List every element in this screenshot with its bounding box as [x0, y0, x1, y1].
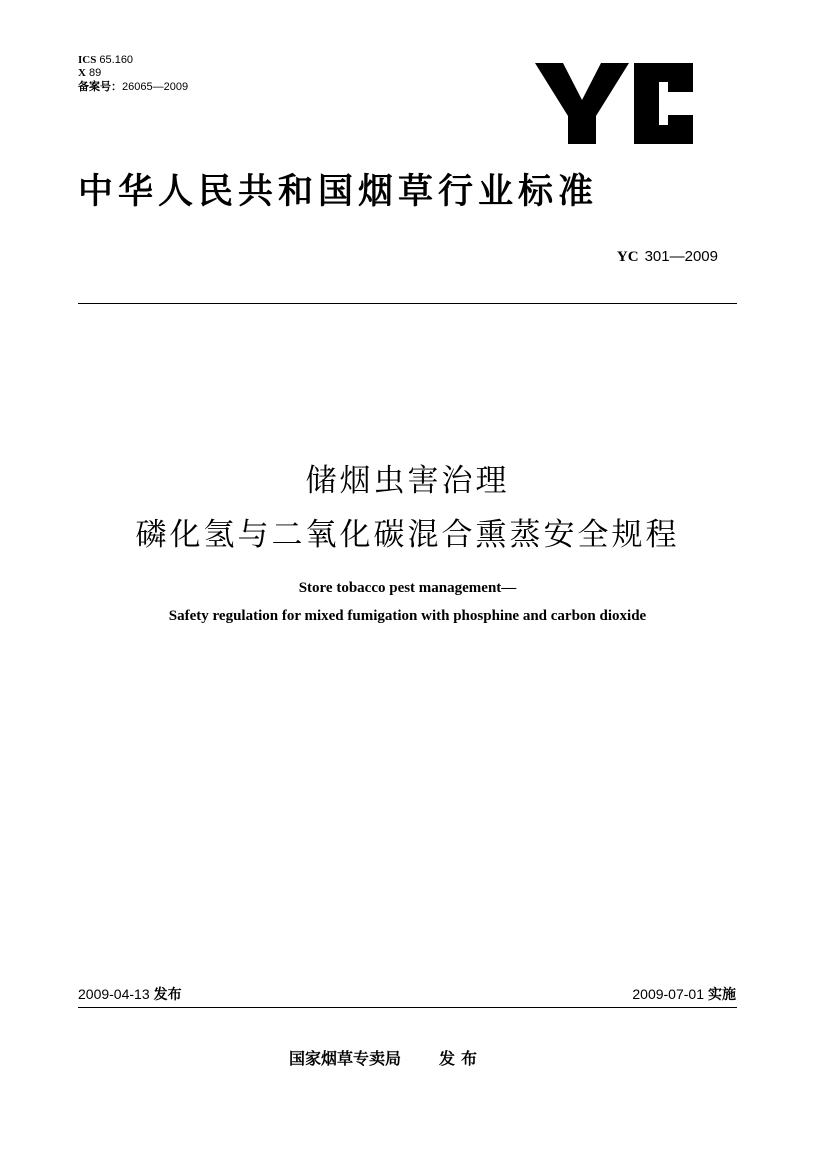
title-cn-line1: 储烟虫害治理 [305, 463, 510, 499]
issuer-action: 发布 [439, 1049, 484, 1068]
record-row [78, 80, 188, 94]
ics-row [78, 54, 188, 67]
issue-date [78, 984, 182, 1004]
title-en-line2: Safety regulation for mixed fumigation with phosphine and carbon dioxide [168, 608, 647, 624]
issuer-name: 国家烟草专卖局 [289, 1049, 402, 1068]
ics-value: 65.160 [99, 54, 134, 66]
standard-number-value: 301—2009 [644, 248, 718, 265]
implement-date [632, 984, 736, 1004]
yc-logo [530, 58, 700, 148]
implement-date-value: 2009-07-01 [632, 986, 704, 1002]
ics-label: ICS [78, 54, 97, 66]
issuer [289, 1046, 483, 1069]
issue-word: 发布 [153, 987, 182, 1003]
record-label: 备案号： [78, 80, 122, 93]
implement-word: 实施 [708, 987, 736, 1003]
standard-prefix: YC [616, 249, 639, 265]
header-divider [78, 303, 737, 304]
class-label: X [78, 67, 86, 79]
footer-divider [78, 1007, 737, 1008]
standard-number [617, 247, 718, 266]
title-cn-line2: 磷化氢与二氧化碳混合熏蒸安全规程 [135, 517, 680, 553]
title-en-line1: Store tobacco pest management— [298, 580, 517, 596]
record-value: 26065—2009 [122, 81, 189, 93]
classification-block [78, 54, 188, 94]
issue-date-value: 2009-04-13 [78, 986, 150, 1002]
organization-title: 中华人民共和国烟草行业标准 [78, 172, 599, 212]
class-value: 89 [89, 67, 102, 79]
class-row [78, 67, 188, 80]
